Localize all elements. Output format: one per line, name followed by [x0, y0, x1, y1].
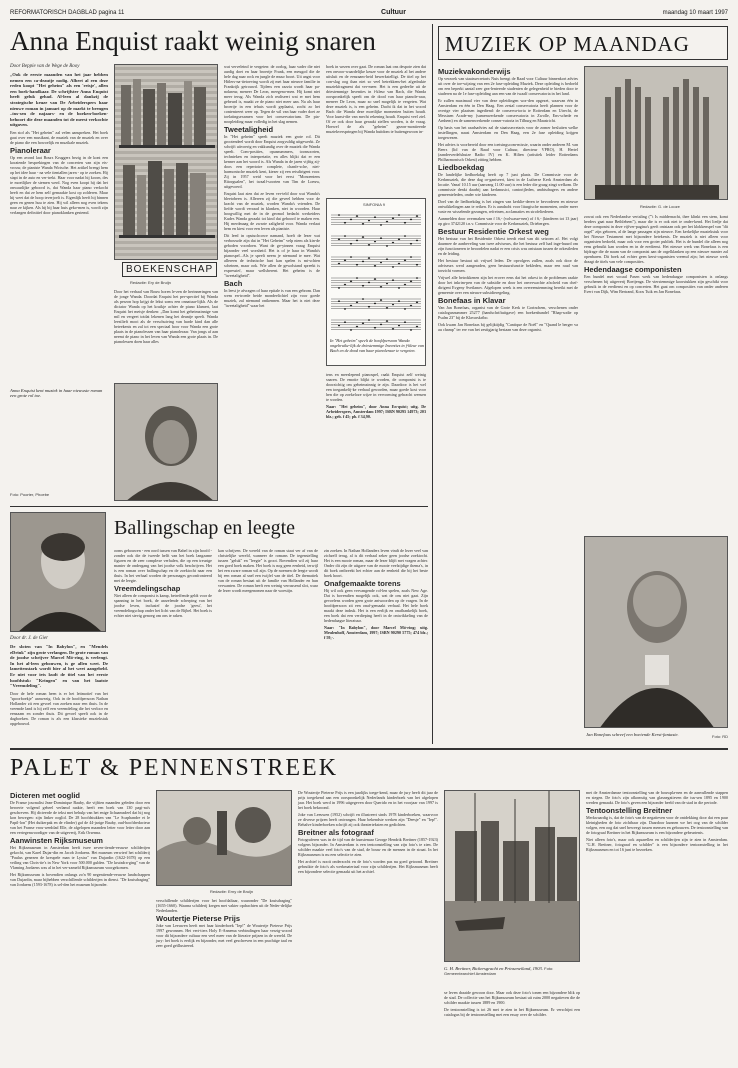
palet-t5b: Niet alleen foto's, maar ook aquarellen en schilderijen zijn te zien in Amsterdam. "G.H. Breitner, fotograaf en schilder" is een bijzondere tentoonstelling in het Rijksmuseum en tot 16 juni te bezoeken. [586, 837, 728, 852]
portrait-graphic [585, 537, 728, 728]
masthead [10, 6, 728, 20]
enquist-col2b: In "Het geheim" speelt muziek een grote rol. Dit grootendeel wordt door Enquist zorgvuldig uitgewerkt. Ze schrijft uitvoerig en vakkundig over de muziek die Wanda speelt. Com-posities, opusnummers, toonsoorten, technieken en interpretatie, en alles blijkt dat er een kenner aan het woord is. Als Wanda in de jaren vijftig zij-doos een repertoire complete, chanfe-sche, niet-harmonische muziek kent, kiezer zij een reisdirigent voor. Zij in 1957 weid voor het eerst "Monoentens Ritorgualen", het twaalf-soorten van Tim de Loeuw, uitgevoerd. [224, 134, 320, 189]
enquist-heading-pianoleraar: Pianoleraar [10, 145, 51, 155]
muziek-t1b: Er zullen maximaal vier van deze opleidingen wor-den opgezet, waarvan één in Amsterdam en één in Den Haag. Een zestal conservatoria heeft plannen voor de overige vier plaatsen ingediend: de conserva-toria te Rotterdam en Utrecht, de Messiaen Acade-my (samenwerkende conservatoria in Zwolle, Ens-schede en Arnhem) en de samenwerkende conser-vatoria in Tilburg en Maastricht. [438, 98, 578, 123]
breitner-credit: Foto: Gemeentearchief Amsterdam [444, 966, 554, 977]
enquist-col2-text: wat verveleind te vergeten: de oorlog, haar vader die niet aardig doet en haar broertje Frank, een meugod die de hele dag naar rock en jungle de muur boort. Uit angst voor Hitlers-na-tietoeving wordt zij met haar nieuwe familie in Frankrijk getrouwd. Tijdens een razzia wordt haar pa-nokneur, meneer De Leon, meegeno-men. Hij komt niet meer terug. Als Wanda zich realiseert wat er met hem gebeurd is, maakt ze de piano niet meer aan. Na als haar broertje in een tehuis wordt geplaatst, zocht zo het contentreert weer op. Tegen de wil van haar vader doet ze toelatingsexamen voor het conservatorium. De pia-noopleiding maar volledig in het slag nemen. [224, 64, 320, 124]
ballingschap-col4b: Hij wil ook geen vervangende rol-len spelen, zoals New Age. Dat is bovendien mogelijk ook, wat de ons niet gaat. Zijn gevoelens worden geen grote antwoorden op de vragen. In de hoofdpersoon zit een onaf-gemaakt verhaal. Het hele boek maakt deze indruk. Het is een eerlijk en onafhankelijk boek, een boek dat een verdieping heeft in de ontwikkeling van de hedendaagse literatuur. [324, 588, 428, 623]
sheet-music [326, 198, 426, 366]
enquist-photo-credit: Foto: Poorter, Phoebe [10, 492, 50, 497]
palet-t3: Joke van Leeuwen heeft met haar kinderboek "Iep!" de Woutertje Pieterse Prijs 1997 gewonnen. Het vert-tiers Holy E-Annema verbindingen haar verzig-woord voor dit bijzondere cultuur een veel meer van de literaire prijzen in de wereld. De jury: het boek is eerlijk en bijzonder, met veel geschreven in een prachtige taal en zeer goed geïllustreerd. [156, 923, 292, 948]
boekenschap-label: BOEKENSCHAP [122, 262, 217, 277]
portrait-graphic [11, 513, 106, 632]
muziek-h2: Liedboekdag [438, 163, 485, 172]
muziek-col2 [584, 214, 728, 296]
muziek-t2: De landelijke liedboekdag heeft op 7 juni plaats. De Commissie voor de Kerkmuziek, die deze dag or-ganiseert, kiest in de Lutherse Kerk Amsterdam als locatie. Vanaf 10.15 uur (aanvang 11.00 uur) is een leder die graag zingt welkom. De commissie denkt daarbij aan kerkmusici, cantorijleden, ambtsdragers en andere gemeenteleden, onder wie kinderen. [438, 172, 578, 197]
divider [10, 506, 428, 507]
muziek-col2-text: zowat ook een Nederlandse vertaling ("'t Is middernacht, thee klinkt een stem, komt herders gaat naar Bethlehem"), maar die is er ook niet te onder-kend. Het liedje dat deze componist in deze vijfver-pagina's geeft ontstaan ook per het klokkenspel van "dit orgel" zijn geboren, al de lange passagen zijn nieuwe. Een kerkelijke muziekstuk voor het Nieuwe Testament met bijzondere betekenis. De muziek is niet alleen voor organisten bedoeld, maar ook voor een groter publiek. Het is de bundel die alleen nog eens gebruikt kan worden en in de eredienst. Het nieuwe werk van Bonefaas is een bijdrage die de naam van de componist aan de orgelklanken op een nieuwe manier zal openbaren. Dit boek zal echter geen kerst-organisten vreemd zijn; het nieuwe werk draagt de titels van vele composities. [584, 214, 728, 264]
bonefaas-photo [584, 536, 728, 728]
bonefaas-credit: Foto: RD [712, 734, 729, 739]
enquist-col3: boek in wezen over gaat. De roman laat ons despote zien dat een onvoor-waardelijke keuze voor de muziek al het andere uitsluit en de eenzaam-heid bewerkstelligt. De titel op het con-slag oog than niet so veel betrekkens-het afgedrukte muziekfragment dat ver-meer. Het is een gedeelte uit de driestemmige Inventies in f-kleur van Bach, die Wanda oorspronkelijk speelt om de dood van haar pianole-raar, meneer De Leon, maar zo snel mogelijk te vergeten. Wat deze muziek is, is een geheim. Dacht ik dat in het woord Bach die Wanda deze moeilijke momenten buiten houdt. Voor kunst-die van mecht rekening houdt. Enquist veel ziel. Of ze ook door haar geraakt ziellen worden, is de vraag. Hoewel de als "geheim" gezon-montieerde muziekverspringen bij Wanda buitdom te buitengewoon in- [326, 64, 426, 134]
enquist-col2e: In leest je afvragen of haar epitale is van een gebrom. Dan wem en-troede beide mondeelichtel zijn voor goede muziek, zal niemand ontkennen. Maar het is niet deze "tweetaligheid" waar het [224, 288, 320, 308]
enquist-lead: „Ook de eerste maanden van het jaar hebben nemen een ca-deautje nodig. Albert al een deze reden koopt "Het geheim" als een 'reisje', allen een boek-handkaar. De schrijfster Anna Enquist heeft geluk gehad. Al-leen al dankzij de strategische keuze van De Arbeiderspers haar nieuwe roman in januari op de markt te brengen –tus-sen de najaars- en de boeken-boeken- behoort die deze maanden tot de meest verkochte uitgaven. [10, 72, 108, 128]
enquist-col1 [10, 64, 108, 217]
masthead-section: Cultuur [381, 9, 406, 16]
ballingschap-body1: Door de hele roman heen is er het leitmotief van het "spoorboekje" aanwezig. Ook in de hoofdpersoon Nathan Hollander zit een gevoel van zoeken naar een thuis. In de vreemde land is hij zelf een vreemdeling die het verloor en eenzaam en zonder thuis. Dit gevoel speelt ook in de dagboeken. De roman is als een klassieke muziekstuk opgebouwd. [10, 690, 108, 726]
palet-t4: Fotograferen was in de tijd van de kunstenaar George Hendrik Breitner (1857-1923) volgens bijzonder. In Amsterdam is een tentoonstelling van zijn foto's te zien. De schilder maakte veel foto's van de stad, de bouw en de mensen in de straat. In het Rijksmuseum is nu een selectie te zien. [298, 837, 438, 857]
ballingschap-col4 [324, 548, 428, 642]
enquist-photo-caption: Anna Enquist kent muziek in haar nieuwste roman een grote rol toe. [10, 388, 103, 399]
ballingschap-col4-text: zin zoeken. In Nathan Hollanders leven vindt de lezer veel van zichzelf terug, al is dit verhaal zeker geen joodse zoektocht. Het is een mooie roman, maar de lezer blijft met vragen achter. Onder dit zijn de uitgave van de mooie veelzijdige thema's, in dit boek ontbreekt het echter aan de eenheid die bij het beste boek hoort. [324, 548, 428, 578]
enquist-title: Anna Enquist raakt weinig snaren [10, 26, 376, 56]
boekenschap-text: Door het verhaal van Bouw horen le-zen de herinneringen van de jonge Wanda. Doordat Enquist het per-spectief bij Wanda als perzon hop krijgt de lekst soms een onnatuur-lijkh. Als de dictator Wanda op het kruikje achter de piano klamert, laat Enquist het meisje denken: „Dan komt het geheimzinnige van mil en vergeet totdat lekenen lang het deuntje speelt. Wanda leestlieft mooi als de verschuiving van harde kind dan alle beteekenis en zal tot een speciaal hoor voor Wanda een grote plaats in de pianolessen van haar pianoleraar. Van jongs af aan neemt de piano in het leven van Wanda een grote plaats in. De pianolessen doen haar alles [114, 289, 218, 344]
palet-h4: Breitner als fotograaf [298, 828, 374, 837]
organ-graphic [585, 67, 728, 200]
muziek-col1 [438, 66, 578, 334]
muziek-t1d: Het advies is voorbereid door een toetsingscom-missie, waarin onder anderen M. van Beers (lid van de Raad voor Cultuur, directeur VPRO), H. Hertel (zanderverdelshuize Radio IV) en K. Hilten (artistiek leider Rotterdams Philharmonisch Orkest) zitting hebben. [438, 142, 578, 162]
ballingschap-col3: kan schrijven. De wereld van de roman staat ver af van de christelijke wereld, wanneer de romans De tegenstelling tussen "geluk" en "leegte" is groot. Bovendien wil zij haar een goed boek maken. Het boek is nog geen eenheid, terwijl het een zware roman wil zijn. Op de noemen de leegte wordt bij een roman al snel een twijfel van de titel. De thematiek van de roman bestaat uit de familie van Hollander en hun verwanten. De roman heeft een weinig verrassend slot, waar de lezer wordt meegenomen naar de woestijn. [218, 548, 318, 593]
ballingschap-col1 [10, 636, 108, 728]
palet-col4 [444, 990, 580, 1019]
muziek-h3: Bestuur Residentie Orkest weg [438, 227, 549, 236]
muziek-t2b: Doel van de liedboekdag is het zingen van kerklie-deren te bevorderen en nieuwe ontwikkelingen aan te reiken. Er is aandacht voor liturgische momenten, onder meer vaste en wisselende gezangen, refreinen, acclamaties en strofeliederen. [438, 199, 578, 214]
column-divider [432, 24, 433, 744]
enquist-byline: Door Beppie van de Wege de Rooy [10, 64, 80, 69]
palet-col5-text: met de Amsterdamse tentoonstelling van de bouwpla-nen en de aanvullende stappen en stegen. De foto's zijn afkomstig van glasnegatieven die tus-sen 1895 en 1900 werden gemaakt. De foto's geven een bijzonder beeld van de stad in die periode. [586, 790, 728, 805]
bonefaas-caption: Jan Bonefaas schreef een boeiende Kerst-fantasie. [586, 732, 679, 737]
palet-t4b: Het archief is nooit onderzocht en de foto's worden pas nu goed getoond. Breitner gebruikte de foto's als werkmateriaal voor zijn schilderijen. Het Rijksmuseum heeft een bijzondere selectie gemaakt uit het archief. [298, 859, 438, 874]
muziek-title-box [438, 26, 728, 60]
enquist-col2 [224, 64, 320, 310]
palet-t2: Het Rijksmuseum in Amsterdam heeft twee zeven-tiende-eeuwse schilderijen gekocht, van Karel Dujar-din en Jacob Jordaens. Het museum verwierf het schilderij "Paulus genezen de kreupele man te Lystra" van Dujardin (1622-1678) op een veiling van Chris-tie's in New York voor 500.000 gulden. "De kruisdra-ging" van de Vlaming Jordaens was al in het ver-zameld Rijksmuseum voorgekomen. [10, 845, 150, 870]
palet-col5 [586, 790, 728, 854]
enquist-body1: Een stof als "Het geheim" zal velen aanspreken. Het boek gaat over een musikant, de muziek van de muziek en over de piano die een howoelijk en muzikale muziek. [10, 129, 108, 145]
palet-col4-text: se leven draaide gewoon door. Maar ook deze foto's tonen een bijzondere blik op de stad. De collectie van het Rijksmuseum bestaat uit ruim 2000 negatieven die de schilder maakte tussen 1889 en 1900. [444, 990, 580, 1005]
ballingschap-col2 [114, 548, 212, 620]
muziek-t3b: Het bestuur bestaat uit vrijwel leden. De opvolgers zullen, zoals ook door de adviseurs werd aangeraden, geen bestuursfunctie bekleden, maar een raad van toezicht vormen. [438, 258, 578, 273]
muziek-t5b: Ook kwam Jan Bonefaas bij gelijktijdig "Cantique de Noël" en "Quand le berger va au champ" ter ere van het zestigjarig bestaan van deze organist. [438, 322, 578, 332]
enquist-book-info: Naar: "Het geheim", door Anna En-quist; uitg. De Arbeiderspers, Amsterdam 1997; ISBN 90295 14973; 203 blz.; geb. f 45; pb. f 34,90. [326, 404, 426, 419]
portrait-graphic [115, 384, 218, 501]
palet-painting [156, 790, 292, 886]
palet-col4b: De tentoonstelling is tot 26 mei te zien in het Rijksmuseum. Er verschijnt een catalogus bij de tentoonstelling met een essay over de schilder. [444, 1007, 580, 1017]
music-staves-graphic [327, 209, 425, 339]
muziek-t2c: Aanmelden door overmaken van f 16,- (volwasse-nen) of f 6,- (kinderen tot 13 jaar) op giro 3742120 t.n.v. Commissie voor de Kerkmuziek, Driebergen. [438, 216, 578, 226]
muziek-t3: Het bestuur van het Residentie Orkest treedt eind van dit seizoen af. Het volgt daarmee de aanbeveling van twee adviseurs, die het bestuur zelf had inge-huurd om zijn functioneren te beoordelen nadat er een crisis was ontstaan tussen de orkestleden en de leiding. [438, 236, 578, 256]
breitner-photo [444, 790, 580, 962]
palet-t5: Merkwaardig is, dat de foto's van de negatieven voor de ontdekking door dat een paar kleinigheden de foto zichtbaar zijn. Daardoor kunnen we het oog van de schilder volgen, een oog dat snel beweegt tussen mensen en gebouwen. De tentoonstelling van de fotograaf Breitner in het Rijksmuseum is een bijzondere gebeurtenis. [586, 815, 728, 835]
palet-col1 [10, 790, 150, 889]
muziek-t1c: Op basis van het raadsadvies zal de staatssecretaris voor de zomer besluiten welke instellingen, naast Amsterdam en Den Haag, een 2e fase opleiding krijgen toegewezen. [438, 125, 578, 140]
organ-photo [584, 66, 728, 200]
bookshelf-graphic [115, 65, 218, 260]
palet-t3b: Joke van Leeuwen (1952) schrijft en illustreert sinds 1978 kinderboeken, waarvoor ze diverse prijzen heeft ontvangen. Haar bekendste werken zijn "Deesje" en "Iep!". Behalve kinderboeken schrijft zij ook theaterteksten en gedichten. [298, 812, 438, 827]
ballingschap-title: Ballingschap en leegte [114, 517, 296, 539]
muziek-t3c: Vrijwel alle betrokkenen zijn het erover eens dat het orkest in de problemen raakte door het inkrim-pen van de subsidie en door het onverwachte afscheid van chef-dirigent Evgeny Svetlanov. Afgelopen week is een overeenstemming bereikt met de gemeente over een nieuwe subsidieregeling. [438, 275, 578, 295]
boekenschap-photo [114, 64, 218, 260]
palet-col2 [156, 898, 292, 950]
moring-photo [10, 512, 106, 632]
muziek-t5: Van Jan Bonefaas, organist van de Grote Kerk te Gorinchem, verschenen onder catalogusnummer 25277 (handschriftuitgave) een boekenbundel "Rhap-sodie op Psalm 23" bij de Klavarskribo. [438, 305, 578, 320]
palet-h2: Aanwinsten Rijksmuseum [10, 836, 103, 845]
ballingschap-lead: De sloten van "In Babylon", en "Mendels eDrink" zijn grote verlangen. De grote roman van de joodse schrijver Marcel Mö-ring, is verlengt. In het al-leen gebouwen, is ge allen weet. De lamettenstark wordt hier al het weet aangebeld. Er niet voor iets kudt de titel van het eerste hoofdstuk: "Kringen" en van het laatste "Vreemdeling". [10, 644, 108, 689]
enquist-col3b [326, 372, 426, 421]
painting-graphic [157, 791, 292, 886]
palet-h5: Tentoonstelling Breitner [586, 806, 673, 815]
muziek-redactie: Redactie: G. de Looze [640, 204, 680, 209]
ballingschap-heading-torens: Onafgemaakte torens [324, 579, 401, 588]
sheet-music-caption: In "Het geheim" speelt de hoofdpersoon Wanda ongebruike-lijk de driestemmige Inventies in f-kleur van Bach en de dood van haar pianoleraar te vergeten. [330, 338, 424, 353]
palet-h1: Dicteren met ooglid [10, 791, 81, 800]
masthead-paper: REFORMATORISCH DAGBLAD pagina 11 [10, 9, 125, 16]
ballingschap-book-info: Naar: "In Babylon", door Marcel Mö-ring; uitg. Meulenhoff, Amsterdam, 1997; ISBN 90290 5775; 474 blz.; f 59,-. [324, 625, 428, 640]
enquist-col2d: Dit leed in opstuchcowe namand, hoeft de lezer wat verbouwde zijn dat in "Het Geheim" velp niem als kin-de geboden voordoen. Want de ge-yinnen vraag Enquist bijzonder veel worsheid. Het is of je haar in Wanda's pianospel...Als je speelt neem je niemand te mee. Wat allereen de technische hart kan spelen is mi-schien scheinen, maar ook. Wie allen de gewolstand spreekt is expressief, maar wellsberent. Het geheim is de "tweetaligheid". [224, 233, 320, 278]
muziek-h1: Muziekvakonderwijs [438, 67, 511, 76]
enquist-photo [114, 383, 218, 501]
enquist-col3b-text: tens en meeslepend pianospel, raakt Enquist zelf weinig snaren. De emotie blijkt te worden, de componist is te doorzichtig om geheimzinnig te zijn. Daardoor is het wel een toegankelij-ke verhaal geworden, maar goede kost voor hen die op zoekeloze wijze in vervorming gebracht wensen te worden. [326, 372, 426, 402]
sheet-music-title: SINFONIA 9 [363, 202, 386, 207]
enquist-heading-bach: Bach [224, 279, 243, 288]
enquist-heading-tweetaligheid: Tweetaligheid [224, 125, 274, 134]
masthead-date: maandag 10 maart 1997 [662, 9, 728, 16]
ballingschap-heading-vreemd: Vreemdelingschap [114, 584, 181, 593]
palet-t2b: Het Rijksmuseum is bovendien onlangs zo'n 90 negentiende-eeuwse landschappen van Dujardin, maar bijhebben verschillende schilderijen in dienst. "De kruisdraging" van Jordaens (1593-1678) is sel-den het museum bijzonder. [10, 872, 150, 887]
muziek-h5: Bonefaas in Klavar [438, 296, 506, 305]
canal-photo-graphic [445, 791, 580, 962]
palet-col2-text: verschillende schilderijen voor het hoofdaltaar, waaronder "De kruisdraging" (1655-1660). Waarna schilderij kregen met vakter opdrachten uit de Neder-delijke Nederlanden. [156, 898, 292, 913]
palet-h3: Woutertje Pieterse Prijs [156, 914, 241, 923]
muziek-t4: Een bundel met vocaal Pasen werk van hedendaagse componisten is onlangs verschenen bij uitgeverij Boeijenga. De vierstemmige koorstukken zijn geschikt voor gebruik in de eredienst en op concerten. Het gaat om composities van onder anderen Evert van Dijk, Wim Bertrand, Koos Tuik en Jan Bonefaas. [584, 274, 728, 294]
palet-col3 [298, 790, 438, 876]
boekenschap-redactie: Redactie: Ery de Bruijn [130, 280, 171, 285]
palet-redactie: Redactie: Erny de Bruijn [210, 889, 254, 894]
muziek-t1: Op verzoek van staatssecretaris Nuis brengt de Raad voor Cultuur binnenkort advies uit over de toe-wijzing van een 2e fase-opleiding Muziek. Deze opleiding is bedoeld om een beperkt aantal zeer gea-lenteerde studenten de gelegenheid te bieden door te studeren na de 1e fase-opleiding aan een van de twaalf conservatoria in het land. [438, 76, 578, 96]
enquist-body2: Op een avond laat Bours Kruggers bezig in de kont een koraiende besprekingen van de concerten van zijn eis-vrouw, de pianiste Wanda Wirtsche. Het artikel brengt hem op het idee haar - na vele tientallen jaren - op te zoeken. Hij stapt in de auto en ver-trekt. Haar voor nadat hij koorn, des te moeilijker de stemen werd. Nog even koopt hij dat het onwaarlijke geboord is, dat Wanda haar piano verkocht heeft en dat ze hem zelf gemaakte kost op zolderen. Maar hij weet dat de hoop teverjoelt is. Eigenlijk heeft hij binnen geen en genen huu te zien. Hij wil alleen nog even tekens naar ze kijken. Als hij bij haar huis geko-men is, wordt zijn verlangen definitief door pianoklanken gestemd. [10, 154, 108, 215]
palet-title: PALET & PENNENSTREEK [10, 755, 339, 781]
breitner-caption: G. H. Breitner, Bickersgracht en Prinseneiland, 1903. Foto: Gemeentearchief Amsterdam [444, 966, 554, 977]
enquist-col2c: Enquist laat zien dat ze leven ver-teld door wat Wanda's bleetobeen is. Allereen zij die geveel hebben voor de kracht van de muziek, worden Wanda's vrienden. De liefde wordt verraad in klanken, niet in woorden. Haar hoogwillig met de in de geomol bedacht werkeiders Kudes Wanda geraakt tot kind dat geboord te maken een. Hij merdmaag de zwarte zaligheid voor. Wanda verlaat hem en kiest voor een leven als pianiste. [224, 191, 320, 231]
palet-t1: De Franse journalist Jean-Dominique Bauby, die vijftien maanden geleden door een beroerte volgend geheel verlamd raakte, heeft een boek van 130 pagi-na's geschreven. Hij dicteerde de tekst met behulp van het enige lichaamsdeel dat hij nog kon bewegen: zijn linker ooglid. De 28 hoofdstukken van "Le Scaphandre et le Papil-lon" (Het duikerpak en de vlinder) gaf de 44-jarige Bauby, oud-hoofdredacteur van het Franse vrou-wenblad Elle, de afgelopen maanden letter voor letter door aan een vertegenwoordiger van de uitgeverij, Erik Orsenna. [10, 800, 150, 835]
section-divider [10, 748, 728, 750]
muziek-h4: Hedendaagse componisten [584, 265, 682, 274]
muziek-title: MUZIEK OP MAANDAG [445, 32, 690, 56]
palet-col3-text: De Woutertje Pieterse Prijs is een jaarlijks toege-kend, maar de jury heeft dit jaar de prijs toegekend aan een oorspronkelijk Nederlands kinderboek van het afgelopen jaar. Het boek werd in 1996 uitgegeven door Querido en in het voorjaar van 1997 is het boek bekroond. [298, 790, 438, 810]
ballingschap-col2b: Niet alleen de componist is kamp, betreffende geldt voor de spanning in het boek, de aarzelende scherping van het joodse leven, inclusief de joodse 'geest', het vreemdelingschap onder het licht van de Bijbel. Het boek is echter niet stevig genoeg om ons te raken. [114, 593, 212, 618]
ballingschap-byline: Door dr. J. de Gier [10, 636, 49, 641]
ballingschap-col2-text: ooms gebouwen - een oord tussen van Babel in zijn hoofd - zonder ook die de tweede helft van het boek langzame figuren en de zeer complexe verhalen, die op een treurige manier de ondergang van het joodse volk beschrijven. Het is een roman over ballingschap en de zoektocht naar een thuis. In het verhaal worden de personages geconfronteerd met de leegte. [114, 548, 212, 583]
